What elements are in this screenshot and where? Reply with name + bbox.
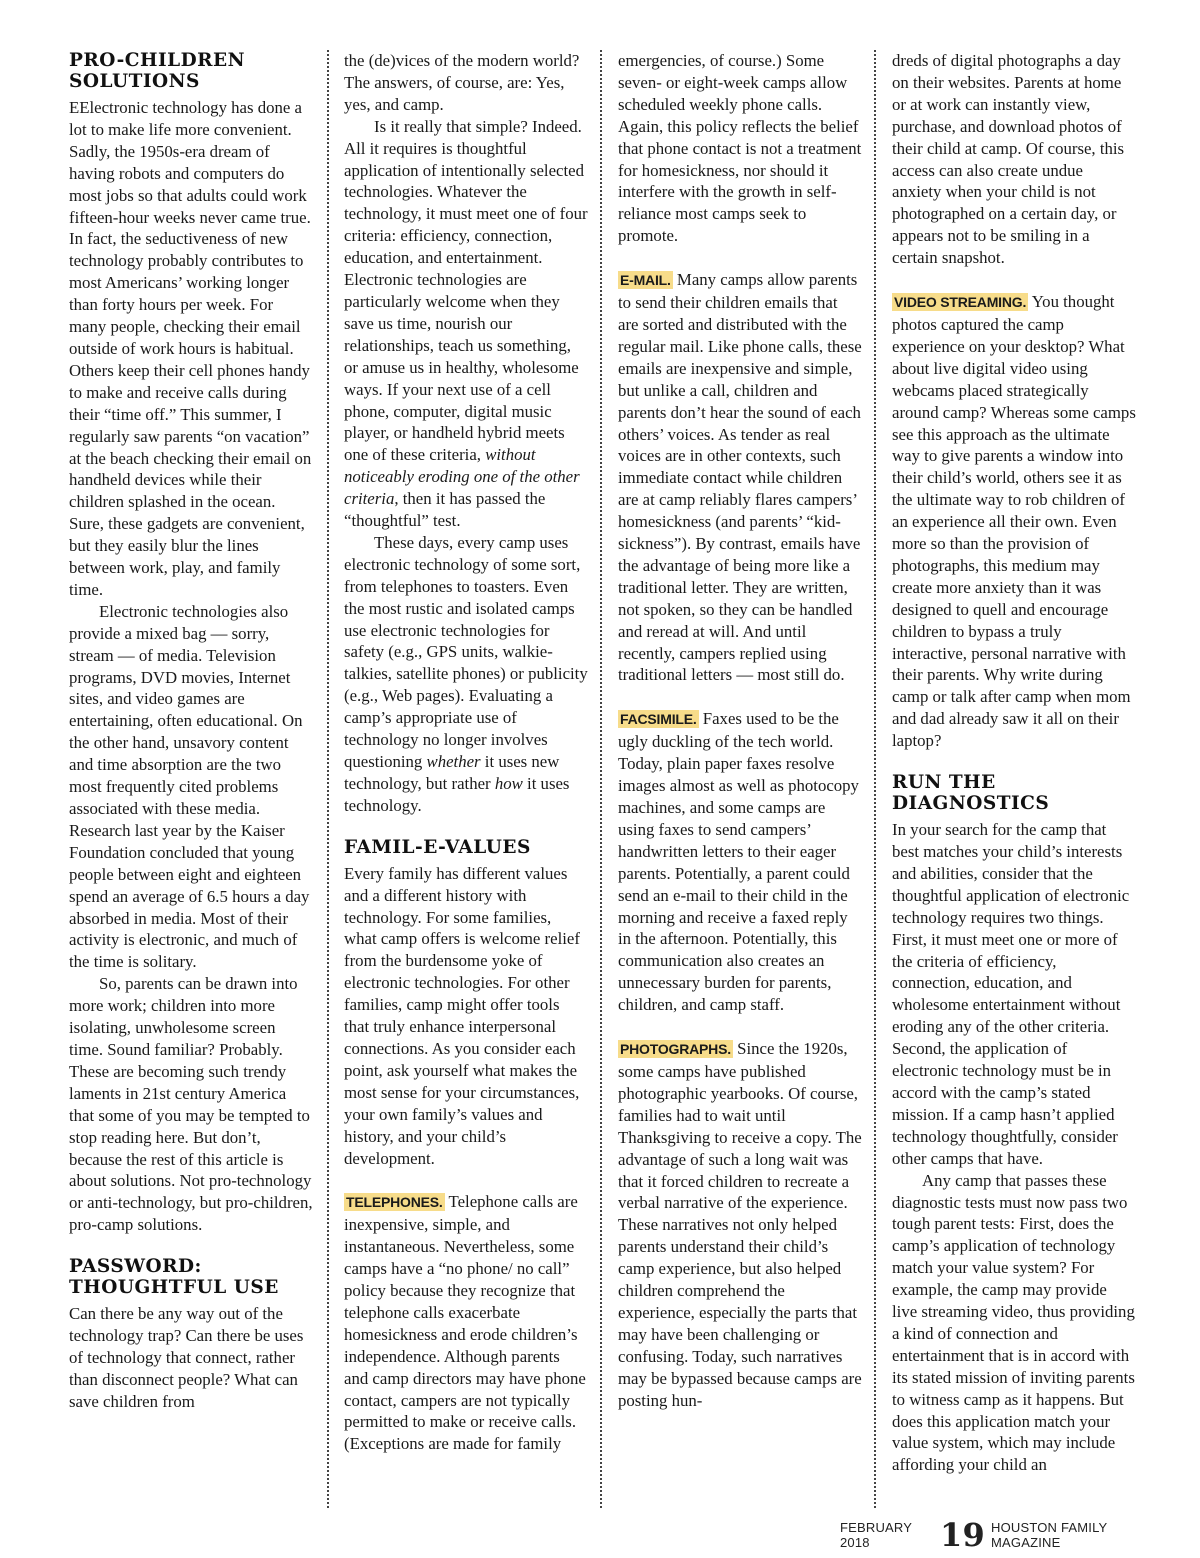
paragraph: In your search for the camp that best matches your child’s interests and abilities, consider that the thoughtful application of electronic technology requires two things. First, it must meet one or more of the criteria of efficiency, connection, education, and wholesome entertainment without eroding any of the other criteria. Second, the application of electronic technology must be in accord with the camp’s stated mission. If a camp hasn’t applied technology thoughtfully, consider other camps that have.: [892, 820, 1130, 1168]
paragraph: EElectronic technology has done a lot to make life more convenient. Sadly, the 1950s-era dream of having robots and computers do most jobs so that adults could work fifteen-hour weeks never came true. In fact, the seductiveness of new technology probably contributes to most Americans’ working longer than forty hours per week. For many people, checking their email outside of work hours is habitual. Others keep their cell phones handy to make and receive calls during their “time off.” This summer, I regularly saw parents “on vacation” at the beach checking their email on handheld devices while their children splashed in the ocean. Sure, these gadgets are convenient, but they easily blur the lines between work, play, and family time.: [69, 98, 312, 599]
emphasis: whether: [426, 752, 481, 771]
paragraph: dreds of digital photographs a day on their websites. Parents at home or at work can instantly view, purchase, and download photos of their child at camp. Of course, this access can also create undue anxiety when your child is not photographed on a certain day, or appears not to be smiling in a certain snapshot.: [892, 51, 1125, 268]
heading-pro-children: PRO-CHILDREN SOLUTIONS: [69, 50, 246, 92]
column-divider: [874, 50, 876, 1508]
heading-famil-e-values: FAMIL-E-VALUES: [344, 836, 531, 858]
label-email: E-MAIL.: [620, 272, 671, 289]
paragraph: VIDEO STREAMING. You thought photos captured the camp experience on your desktop? What about live digital video using webcams placed strategically around camp? Whereas some camps see this approach as the ultimate way to give parents a window into their child’s world, others see it as the ultimate way to rob children of an experience all their own. Even more so than the provision of photographs, this medium may create more anxiety than it was designed to quell and encourage children to bypass a truly interactive, personal narrative with their parents. Why write during camp or talk after camp when mom and dad already saw it all on their laptop?: [892, 292, 1136, 751]
label-video-streaming: VIDEO STREAMING.: [894, 294, 1027, 311]
column-1: [69, 50, 313, 1413]
paragraph: the (de)vices of the modern world? The answers, of course, are: Yes, yes, and camp.: [344, 51, 580, 114]
footer-magazine: HOUSTON FAMILY MAGAZINE: [990, 1520, 1108, 1550]
paragraph: FACSIMILE. Faxes used to be the ugly duckling of the tech world. Today, plain paper faxes resolve images almost as well as photocopy machines, and some camps are using faxes to send campers’ handwritten letters to their eager parents. Potentially, a parent could send an e-mail to their child in the morning and receive a faxed reply in the afternoon. Potentially, this communication also creates an unnecessary burden for parents, children, and camp staff.: [618, 709, 859, 1015]
paragraph: PHOTOGRAPHS. Since the 1920s, some camps have published photographic yearbooks. Of course, families had to wait until Thanksgiving to receive a copy. The advantage of such a long wait was that it forced children to recreate a verbal narrative of the experience. These narratives not only helped parents understand their child’s camp experience, but also helped children comprehend the experience, especially the parts that may have been challenging or confusing. Today, such narratives may be bypassed because camps are posting hun-: [618, 1039, 862, 1410]
paragraph: emergencies, of course.) Some seven- or eight-week camps allow scheduled weekly phone calls. Again, this policy reflects the belief that phone contact is not a treatment for homesickness, nor should it interfere with the growth in self-reliance most camps seek to promote.: [618, 51, 862, 246]
paragraph: Can there be any way out of the technology trap? Can there be uses of technology that connect, rather than disconnect people? What can save children from: [69, 1304, 304, 1411]
label-facsimile: FACSIMILE.: [620, 711, 697, 728]
emphasis: how: [494, 773, 523, 793]
column-divider: [327, 50, 329, 1508]
page-footer: [840, 1516, 1160, 1554]
footer-date: FEBRUARY 2018: [840, 1520, 912, 1550]
paragraph: Every family has different values and a different history with technology. For some families, what camp offers is welcome relief from the burdensome yoke of electronic technologies. For other families, camp might offer tools that truly enhance interpersonal connections. As you consider each point, ask yourself what makes the most sense for your circumstances, your own family’s values and history, and your child’s development.: [344, 863, 580, 1168]
column-divider: [600, 50, 602, 1508]
column-2: [344, 50, 588, 1455]
paragraph: Electronic technologies also provide a mixed bag — sorry, stream — of media. Television programs, DVD movies, Internet sites, and video games are entertaining, often educational. On the other hand, unsavory content and time absorption are the two most frequently cited problems associated with these media. Research last year by the Kaiser Foundation concluded that young people between eight and eighteen spend an average of 6.5 hours a day absorbed in media. Most of their activity is electronic, and much of the time is solitary.: [69, 601, 310, 972]
column-3: [618, 50, 862, 1411]
paragraph: These days, every camp uses electronic technology of some sort, from telephones to toasters. Even the most rustic and isolated camps use electronic technologies for safety (e.g., GPS units, walkie-talkies, satellite phones) or publicity (e.g., Web pages). Evaluating a camp’s appropriate use of technology no longer involves questioning whether it uses new technology, but rather how it uses technology.: [344, 532, 588, 815]
heading-password: PASSWORD: THOUGHTFUL USE: [69, 1256, 279, 1299]
paragraph: E-MAIL. Many camps allow parents to send their children emails that are sorted and distributed with the regular mail. Like phone calls, these emails are inexpensive and simple, but unlike a call, children and parents don’t hear the sound of each others’ voices. As tender as real voices are in other contexts, such immediate contact while children are at camp reliably flares campers’ homesickness (and parents’ “kid-sickness”). By contrast, emails have the advantage of being more like a traditional letter. They are written, not spoken, so they can be handled and reread at will. And until recently, campers replied using traditional letters — most still do.: [618, 270, 862, 685]
label-telephones: TELEPHONES.: [346, 1194, 443, 1211]
paragraph: So, parents can be drawn into more work; children into more isolating, unwholesome screen time. Sound familiar? Probably. These are becoming such trendy laments in 21st century America that some of you may be tempted to stop reading here. But don’t, because the rest of this article is about solutions. Not pro-technology or anti-technology, but pro-children, pro-camp solutions.: [69, 974, 313, 1235]
paragraph: TELEPHONES. Telephone calls are inexpensive, simple, and instantaneous. Nevertheless, some camps have a “no phone/ no call” policy because they recognize that telephone calls exacerbate homesickness and erode children’s independence. Although parents and camp directors may have phone contact, campers are not typically permitted to make or receive calls. (Exceptions are made for family: [344, 1192, 586, 1454]
paragraph: Any camp that passes these diagnostic tests must now pass two tough parent tests: First, does the camp’s application of technology match your value system? For example, the camp may provide live streaming video, thus providing a kind of connection and entertainment that is in accord with its stated mission of inviting parents to witness camp as it happens. But does this application match your value system, which may include affording your child an: [892, 1170, 1135, 1475]
heading-run-diagnostics: RUN THE DIAGNOSTICS: [892, 772, 1050, 815]
label-photographs: PHOTOGRAPHS.: [620, 1041, 731, 1058]
page-number: 19: [940, 1516, 985, 1554]
emphasis: without noticeably eroding one of the other criteria: [344, 445, 580, 509]
paragraph: Is it really that simple? Indeed. All it requires is thoughtful application of intentionally selected technologies. Whatever the technology, it must meet one of four criteria: efficiency, connection, education, and entertainment. Electronic technologies are particularly welcome when they save us time, nourish our relationships, teach us something, or amuse us in healthy, wholesome ways. If your next use of a cell phone, computer, digital music player, or handheld hybrid meets one of these criteria, without noticeably eroding one of the other criteria, then it has passed the “thoughtful” test.: [344, 116, 588, 531]
column-4: [892, 50, 1136, 1476]
